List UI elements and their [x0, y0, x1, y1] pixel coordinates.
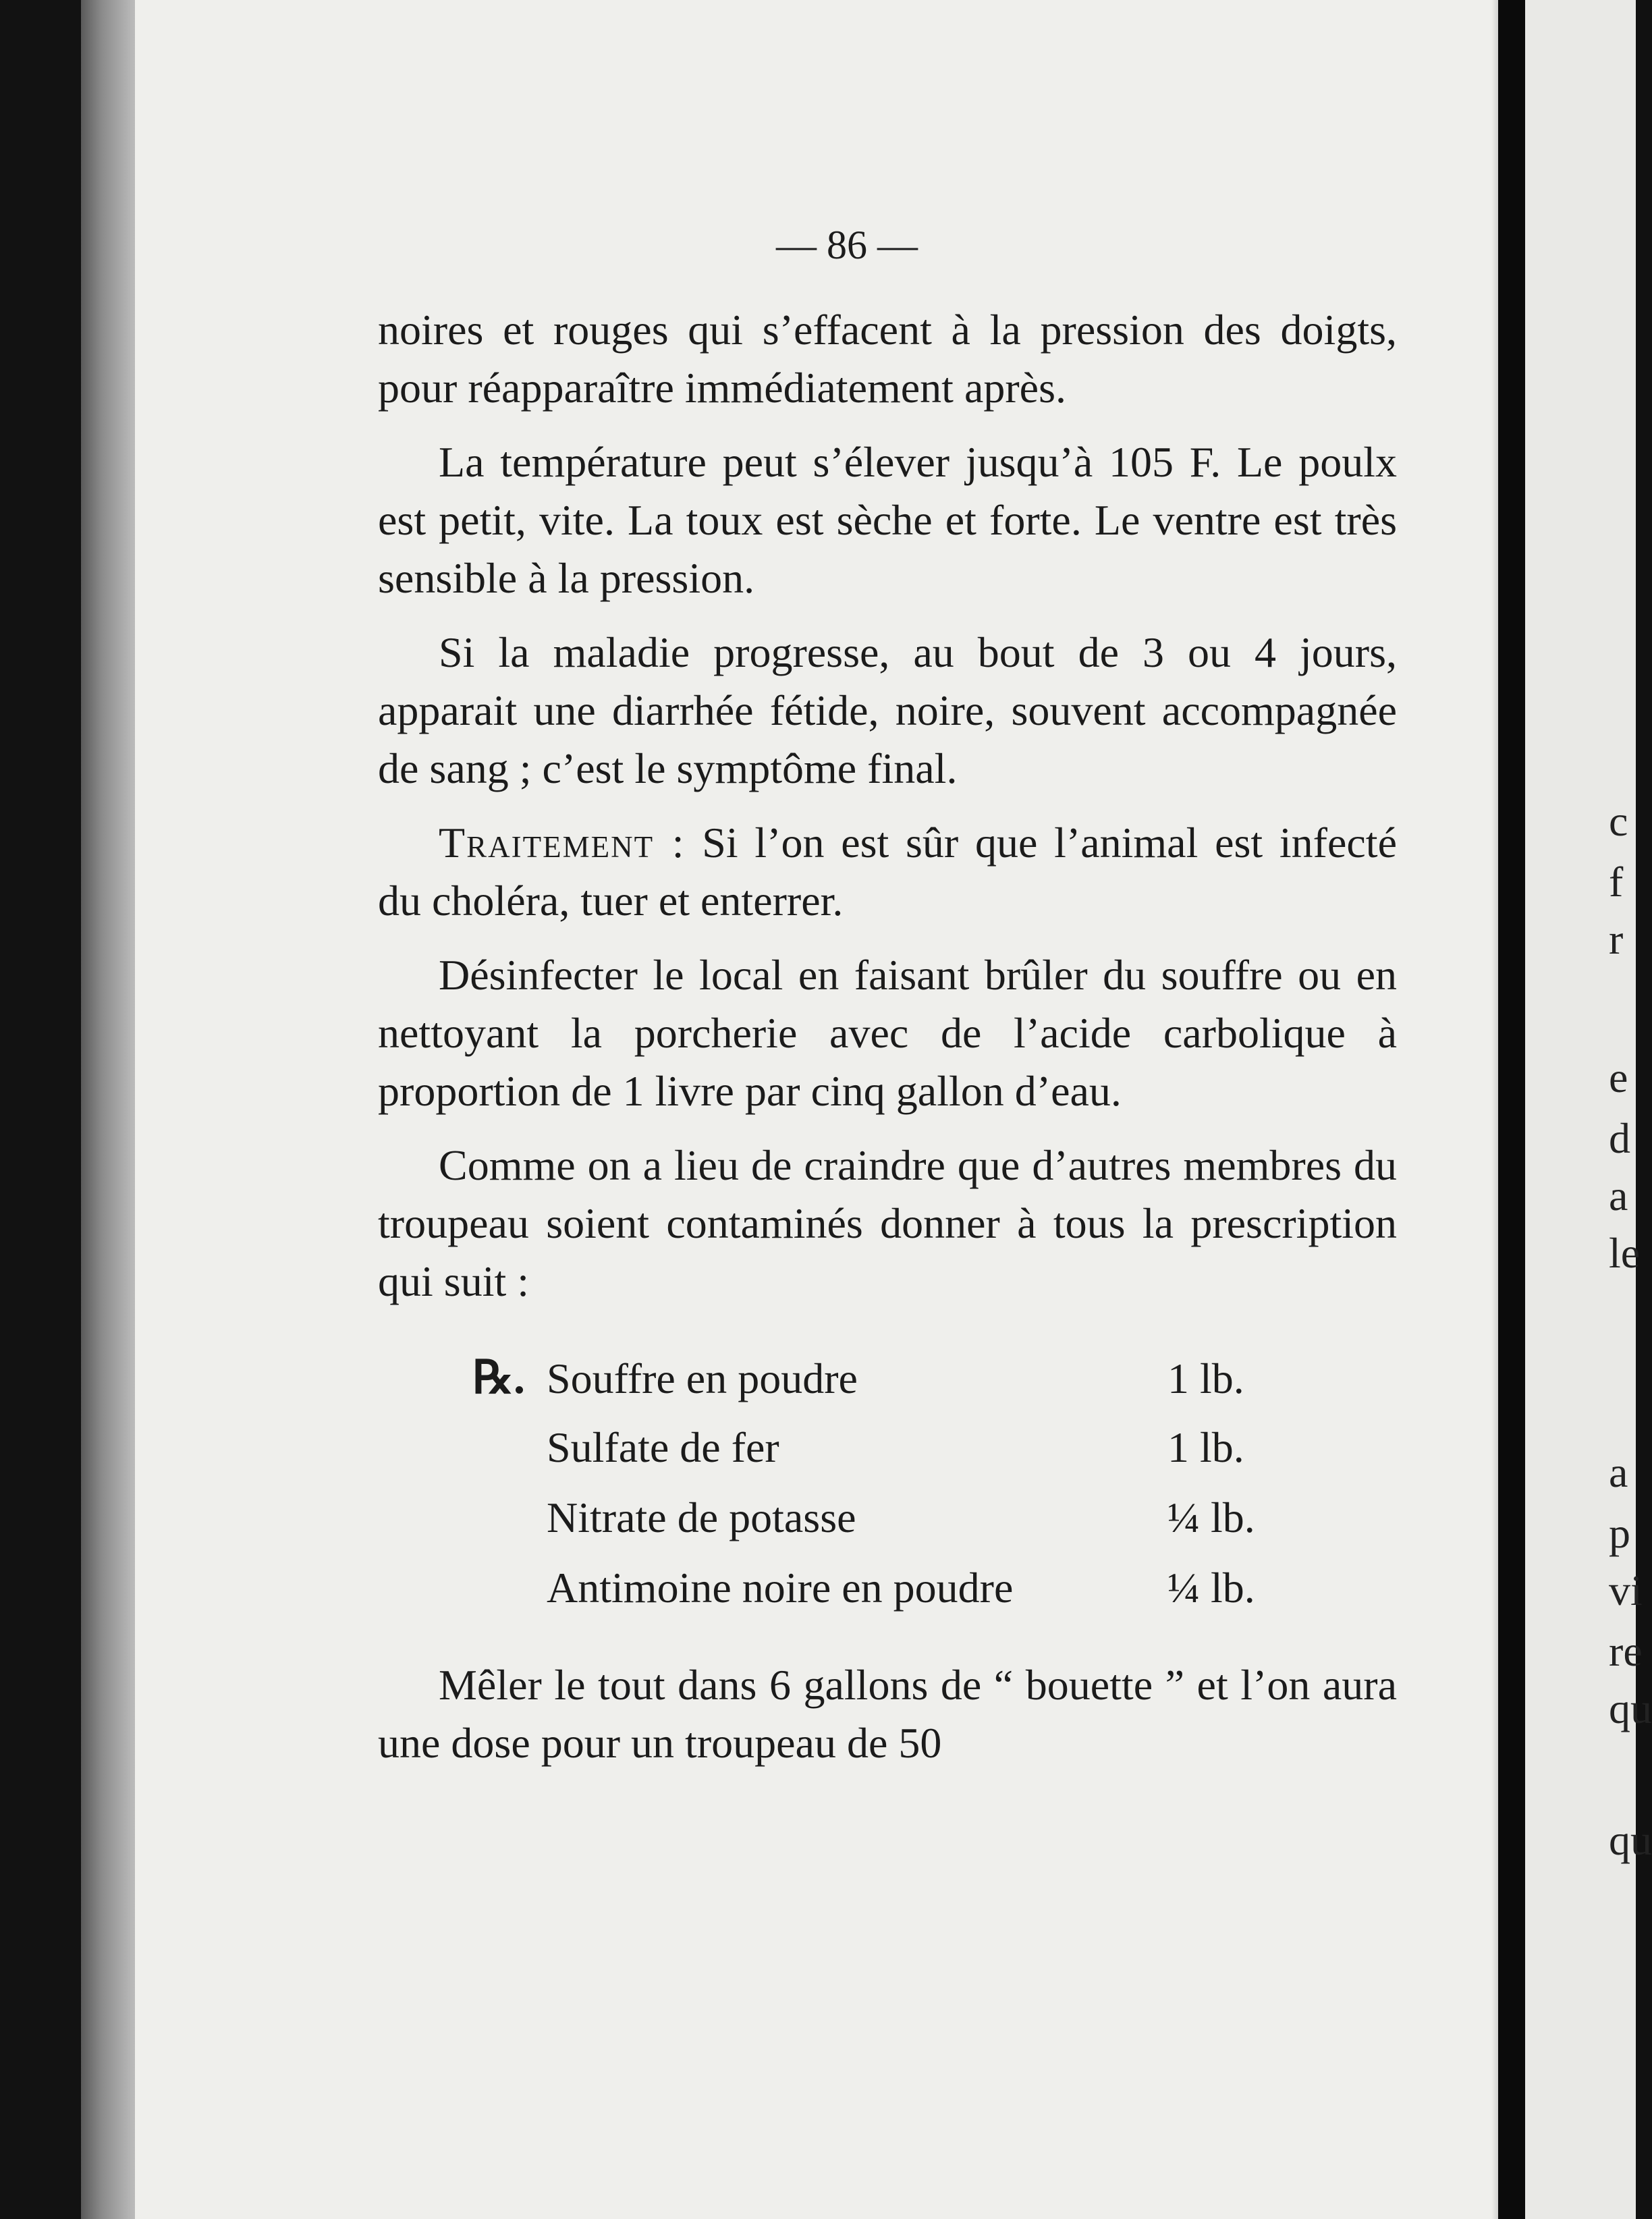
ingredient-name: Nitrate de potasse [547, 1494, 856, 1541]
ingredient-name: Sulfate de fer [547, 1423, 779, 1471]
paragraph-1: noires et rouges qui s’effacent à la pression des doigts, pour réapparaître immédiatement après. [378, 306, 1397, 412]
ingredient-name: Souffre en poudre [547, 1354, 858, 1402]
treatment-paragraph [378, 814, 1397, 930]
ingredient-quantity: 1 lb. [1167, 1354, 1244, 1402]
next-page-fragment: qu [1609, 1684, 1652, 1732]
prescription-row [472, 1559, 1282, 1629]
ingredient-quantity: 1 lb. [1167, 1423, 1244, 1471]
next-page-edge [1525, 0, 1636, 2219]
treatment-text: Si l’on est sûr que l’animal est infecté du choléra, tuer et enterrer. [378, 819, 1397, 925]
prescription-symbol: ℞. [472, 1352, 525, 1403]
next-page-fragment: e [1609, 1053, 1628, 1101]
next-page-fragment: c [1609, 797, 1628, 845]
disinfect-paragraph: Désinfecter le local en faisant brûler du souffre ou en nettoyant la porcherie avec de l’acide carbolique à proportion de 1 livre par cinq gallon d’eau. [378, 951, 1397, 1115]
next-page-fragment: a [1609, 1448, 1628, 1496]
paragraph-2: La température peut s’élever jusqu’à 105 F. Le poulx est petit, vite. La toux est sèche et forte. Le ventre est très sensible à la pression. [378, 438, 1397, 602]
prescription-list [472, 1348, 1282, 1629]
next-page-fragment: r [1609, 915, 1624, 963]
page-number: — 86 — [776, 223, 918, 267]
next-page-fragment: f [1609, 858, 1624, 906]
next-page-fragment: re [1609, 1627, 1643, 1675]
ingredient-quantity: ¼ lb. [1167, 1564, 1255, 1612]
prescription-row [472, 1348, 1282, 1419]
contamination-paragraph: Comme on a lieu de craindre que d’autres membres du troupeau soient contaminés donner à tous la prescription qui suit : [378, 1141, 1397, 1305]
next-page-fragment: qu [1609, 1816, 1652, 1864]
page-text [378, 216, 1397, 1788]
next-page-fragment: a [1609, 1172, 1628, 1220]
next-page-fragment: vi [1609, 1566, 1643, 1614]
ingredient-quantity: ¼ lb. [1167, 1494, 1255, 1541]
closing-paragraph: Mêler le tout dans 6 gallons de “ bouette ” et l’on aura une dose pour un troupeau de 50 [378, 1661, 1397, 1767]
prescription-row [472, 1419, 1282, 1489]
treatment-heading: Traitement : [439, 819, 686, 867]
next-page-fragment: le [1609, 1229, 1641, 1277]
next-page-fragment: d [1609, 1114, 1630, 1162]
prescription-row [472, 1489, 1282, 1559]
ingredient-name: Antimoine noire en poudre [547, 1564, 1014, 1612]
paragraph-3: Si la maladie progresse, au bout de 3 ou 4 jours, apparait une diarrhée fétide, noire, souvent accompagnée de sang ; c’est le symptôme final. [378, 628, 1397, 792]
next-page-fragment: p [1609, 1509, 1630, 1557]
